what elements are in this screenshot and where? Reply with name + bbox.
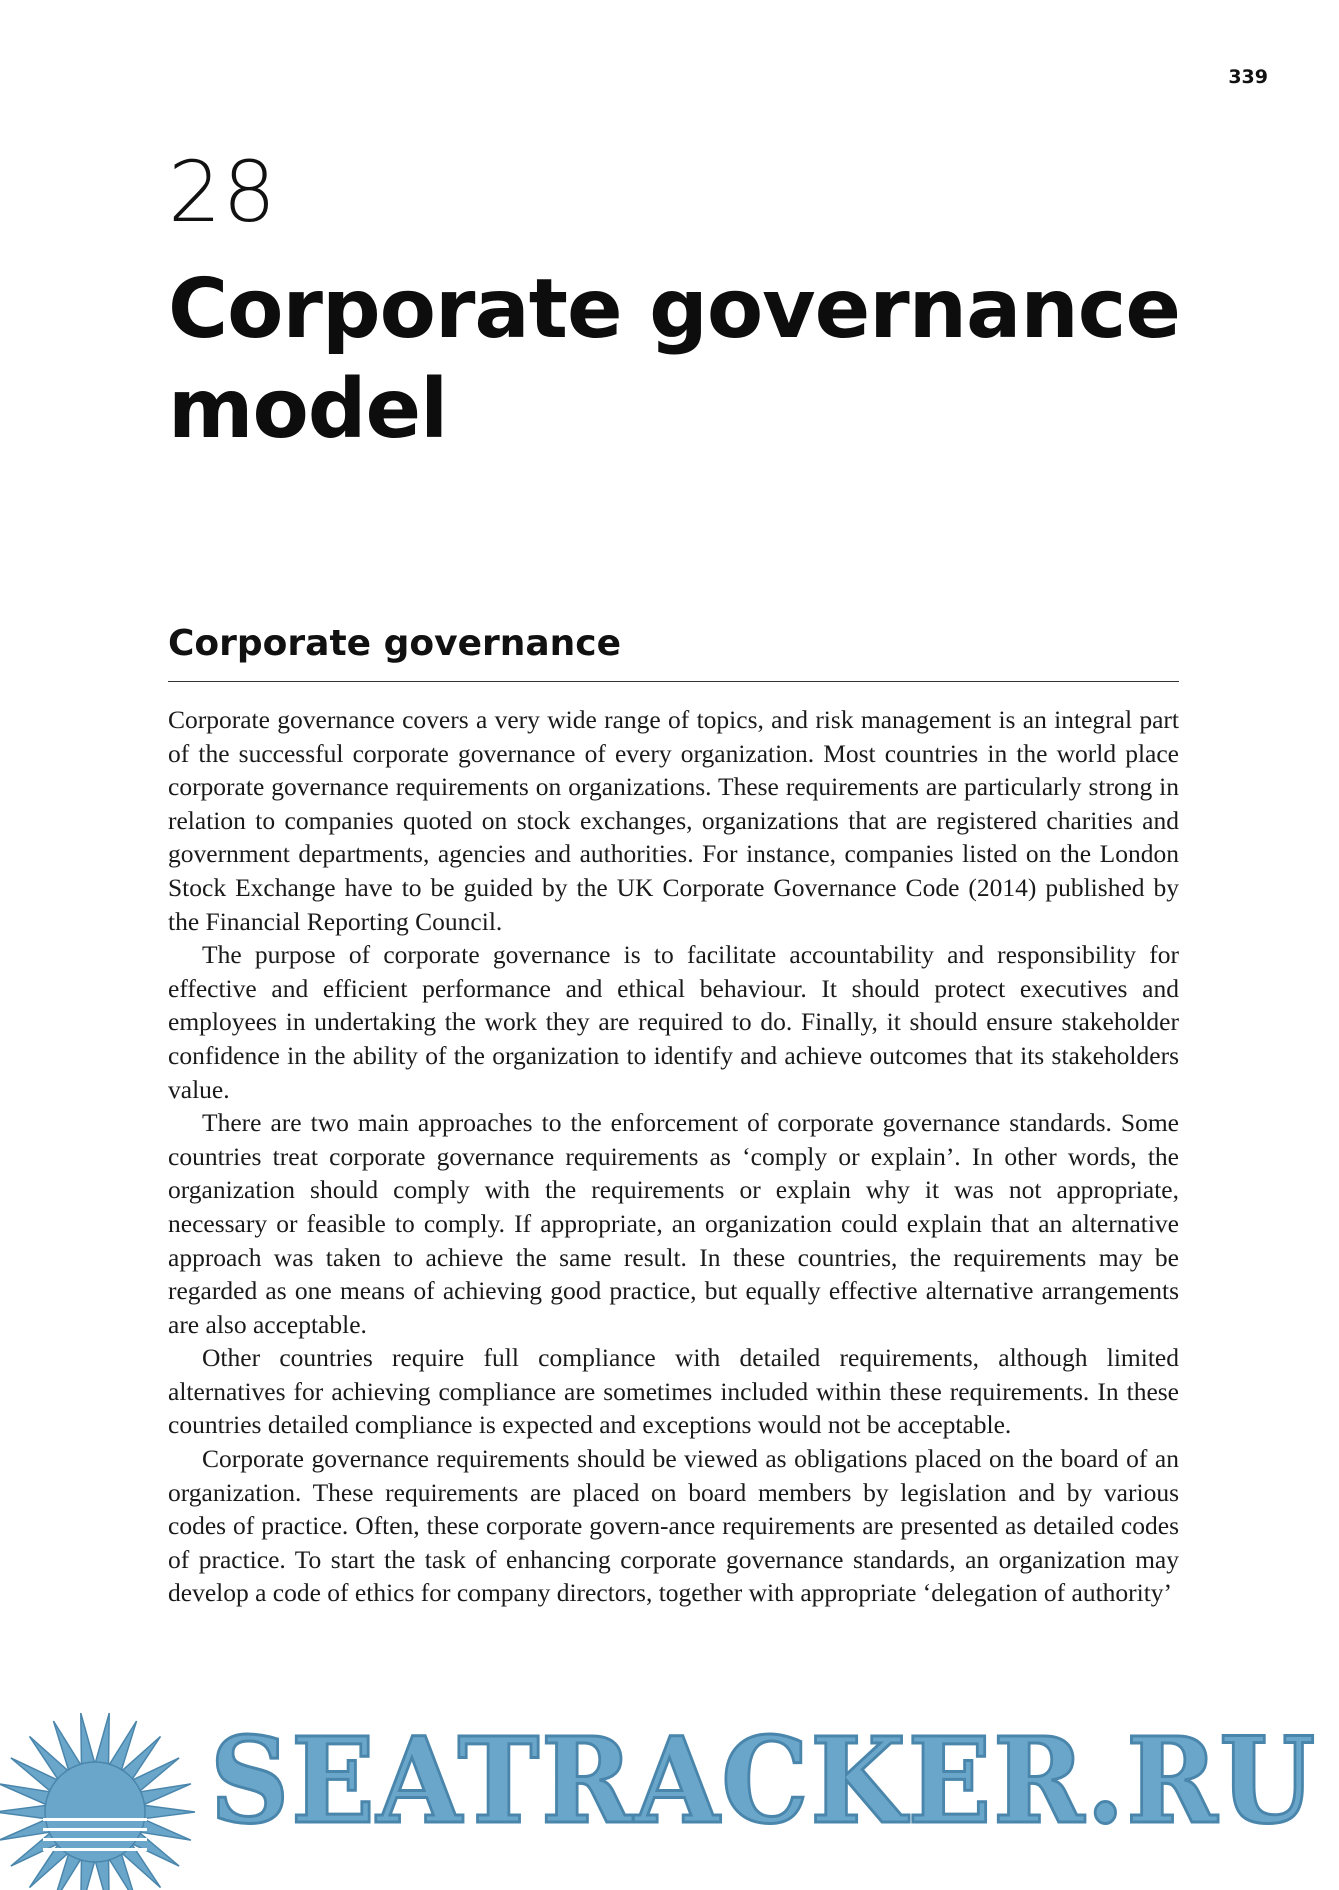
sun-stripe <box>43 1828 147 1831</box>
paragraph-3: There are two main approaches to the enforcement of corporate governance standards. Some countries treat corporate governance requirements as ‘comply or explain’. In other words, the organization should comply with the requirements or explain why it was not appropriate, necessary or feasible to comply. If appropriate, an organization could explain that an alternative approach was taken to achieve the same result. In these countries, the requirements may be regarded as one means of achieving good practice, but equally effective alternative arrangements are also acceptable. <box>168 1108 1179 1339</box>
sun-rays <box>0 1713 195 1890</box>
paragraph-5: Corporate governance requirements should be viewed as obligations placed on the board of an organization. These requirements are placed on board members by legislation and by various codes of practice. Often, these corporate govern-ance requirements are presented as detailed codes of practice. To start the task of enhancing corporate governance standards, an organization may develop a code of ethics for company directors, together with appropriate ‘delegation of authority’ <box>168 1444 1179 1608</box>
section-divider <box>168 681 1179 682</box>
chapter-title: Corporate governance model <box>168 262 1180 457</box>
paragraph-1: Corporate governance covers a very wide range of topics, and risk management is an integral part of the successful corporate governance of every organization. Most countries in the world place corporate governance requirements on organizations. These requirements are particularly strong in relation to companies quoted on stock exchanges, organizations that are registered charities and government departments, agencies and authorities. For instance, companies listed on the London Stock Exchange have to be guided by the UK Corporate Governance Code (2014) published by the Financial Reporting Council. <box>168 705 1179 936</box>
sun-stripe <box>43 1838 147 1841</box>
chapter-number: 28 <box>168 143 277 241</box>
section-heading: Corporate governance <box>168 623 622 664</box>
body-text <box>168 703 1179 1610</box>
page-number: 339 <box>1228 66 1268 88</box>
sun-stripe <box>43 1848 147 1851</box>
sun-disc <box>45 1762 145 1862</box>
paragraph-2: The purpose of corporate governance is to facilitate accountability and responsibility for effective and efficient performance and ethical behaviour. It should protect executives and employees in undertaking the work they are required to do. Finally, it should ensure stakeholder confidence in the ability of the organization to identify and achieve outcomes that its stakeholders value. <box>168 940 1179 1104</box>
paragraph-4: Other countries require full compliance with detailed requirements, although limited alternatives for achieving compliance are sometimes included within these requirements. In these countries detailed compliance is expected and exceptions would not be acceptable. <box>168 1343 1179 1440</box>
sun-stripe <box>43 1818 147 1821</box>
watermark-text: SEATRACKER.RU <box>210 1711 1317 1850</box>
